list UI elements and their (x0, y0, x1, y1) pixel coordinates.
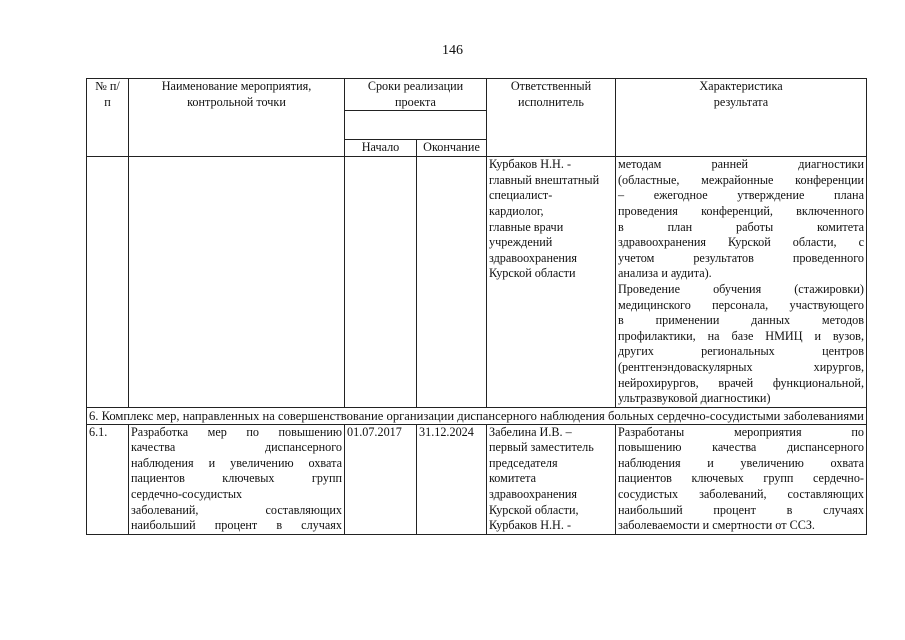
header-end: Окончание (417, 140, 487, 157)
header-name: Наименование мероприятия, контрольной точки (129, 79, 345, 157)
item-result-cell (616, 424, 867, 534)
text-line: сердечно-сосудистых (131, 487, 243, 502)
text-line: профилактики, на базе НМИЦ и вузов, (618, 328, 864, 343)
text-line: – ежегодное утверждение плана (618, 188, 864, 203)
text-line: главные врачи (489, 219, 564, 234)
section-row (87, 407, 867, 424)
text-line: пациентов ключевых групп (131, 471, 342, 486)
page-number: 146 (442, 43, 463, 58)
text-line: пациентов ключевых групп сердечно- (618, 471, 864, 486)
text-line: Забелина И.В. – (489, 424, 572, 439)
item-start: 01.07.2017 (345, 424, 417, 534)
text-line: Курбаков Н.Н. - (489, 518, 572, 533)
item-end: 31.12.2024 (417, 424, 487, 534)
text-line: заболеваемости и смертности от ССЗ. (618, 518, 815, 533)
text-line: наблюдения и увеличению охвата (618, 455, 864, 470)
text-line: комитета (489, 471, 537, 486)
text-line: главный внештатный (489, 172, 600, 187)
header-period: Сроки реализации проекта (345, 79, 487, 111)
text-line: ультразвуковой диагностики) (618, 391, 771, 406)
item-row (87, 424, 867, 534)
cont-responsible-cell (487, 157, 616, 408)
text-line: здравоохранения (489, 250, 578, 265)
text-line: наибольший процент в случаях (131, 518, 342, 533)
header-num: № п/п (87, 79, 129, 157)
text-line: проведения конференций, включенного (618, 203, 864, 218)
text-line: наибольший процент в случаях (618, 502, 864, 517)
text-line: здравоохранения (489, 487, 578, 502)
header-start: Начало (345, 140, 417, 157)
text-line: Курбаков Н.Н. - (489, 157, 572, 172)
cont-start-cell (345, 157, 417, 408)
text-line: Курской области (489, 266, 576, 281)
cont-name-cell (129, 157, 345, 408)
text-line: учреждений (489, 235, 553, 250)
text-line: первый заместитель (489, 440, 594, 455)
text-line: анализа и аудита). (618, 266, 712, 281)
continuation-row (87, 157, 867, 408)
text-line: здравоохранения Курской области, с (618, 235, 864, 250)
text-line: (областные, межрайонные конференции (618, 172, 864, 187)
text-line: заболеваний, составляющих (131, 502, 342, 517)
item-num: 6.1. (87, 424, 129, 534)
header-period-gap (345, 111, 487, 140)
text-line: Разработаны мероприятия по (618, 424, 864, 439)
text-line: специалист- (489, 188, 553, 203)
cont-result-cell (616, 157, 867, 408)
text-line: медицинского персонала, участвующего (618, 297, 864, 312)
cont-end-cell (417, 157, 487, 408)
text-line: в план работы комитета (618, 219, 864, 234)
text-line: повышению качества диспансерного (618, 440, 864, 455)
text-line: нейрохирургов, врачей функциональной, (618, 375, 864, 390)
text-line: сосудистых заболеваний, составляющих (618, 487, 864, 502)
item-name-cell (129, 424, 345, 534)
text-line: Разработка мер по повышению (131, 424, 342, 439)
section-title: 6. Комплекс мер, направленных на совершенствование организации диспансерного наблюдения больных сердечно-сосудистыми заболеваниями (87, 407, 867, 424)
text-line: методам ранней диагностики (618, 157, 864, 172)
text-line: кардиолог, (489, 203, 544, 218)
cont-num-cell (87, 157, 129, 408)
text-line: других региональных центров (618, 344, 864, 359)
plan-table (86, 78, 867, 535)
text-line: председателя (489, 455, 558, 470)
header-responsible: Ответственный исполнитель (487, 79, 616, 157)
text-line: наблюдения и увеличению охвата (131, 455, 342, 470)
text-line: (рентгенэндоваскулярных хирургов, (618, 359, 864, 374)
text-line: качества диспансерного (131, 440, 342, 455)
item-responsible-cell (487, 424, 616, 534)
text-line: учетом результатов проведенного (618, 250, 864, 265)
text-line: в применении данных методов (618, 313, 864, 328)
text-line: Проведение обучения (стажировки) (618, 281, 864, 296)
text-line: Курской области, (489, 502, 579, 517)
header-result: Характеристика результата (616, 79, 867, 157)
